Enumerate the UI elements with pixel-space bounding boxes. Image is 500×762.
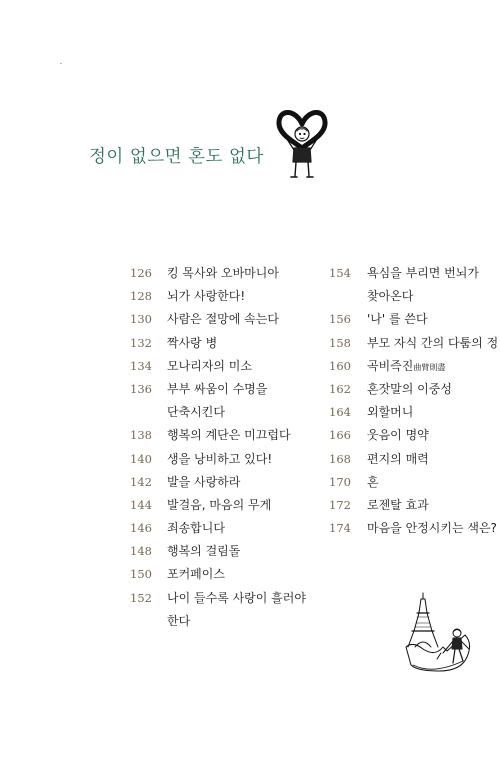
- toc-entry-title: [167, 496, 271, 513]
- toc-entry: [118, 471, 323, 494]
- toc-entry-title: [167, 310, 279, 327]
- toc-entry: [317, 448, 500, 471]
- toc-entry-title-text: 곡비즉진: [367, 358, 414, 373]
- toc-entry: [118, 332, 323, 355]
- toc-page-number: 136: [130, 381, 152, 396]
- toc-entry: [317, 355, 500, 378]
- toc-entry-title: [167, 589, 306, 606]
- toc-right-column: [317, 262, 500, 540]
- toc-entry: [317, 285, 500, 308]
- toc-entry-title-text: 욕심을 부리면 번뇌가: [367, 266, 479, 280]
- toc-entry-title-text: 포커페이스: [167, 567, 225, 582]
- toc-entry-title: [167, 380, 267, 397]
- toc-entry-title: [167, 357, 252, 374]
- toc-entry-title: [167, 264, 279, 281]
- toc-entry-title: [367, 357, 445, 374]
- toc-page-number: 160: [329, 358, 351, 373]
- toc-page-number: 158: [329, 335, 351, 350]
- toc-entry-title-text: 혼잣말의 이중성: [367, 381, 452, 396]
- toc-entry: [317, 494, 500, 517]
- toc-page-number: 134: [130, 358, 152, 373]
- toc-entry-title: [367, 380, 452, 397]
- toc-entry-title: [167, 542, 240, 559]
- toc-entry-title-text: 죄송합니다: [167, 521, 225, 536]
- toc-entry-title: [167, 473, 240, 490]
- toc-page-number: 138: [130, 428, 152, 443]
- toc-entry: [118, 540, 323, 563]
- toc-entry-title: [167, 519, 225, 536]
- toc-entry: [317, 424, 500, 447]
- toc-page-number: 174: [329, 521, 351, 536]
- toc-entry-title: [367, 473, 379, 490]
- toc-entry-title: [167, 426, 291, 443]
- toc-entry: [317, 332, 500, 355]
- toc-page-number: 152: [130, 590, 152, 605]
- toc-entry-title-text: 편지의 매력: [367, 451, 429, 466]
- toc-entry-title: [367, 310, 428, 327]
- toc-page-number: 140: [130, 451, 152, 466]
- toc-entry-title: [167, 565, 225, 582]
- toc-entry-title-text: 찾아온다: [367, 289, 414, 304]
- toc-page-number: 148: [130, 544, 152, 559]
- toc-entry-title: [367, 519, 497, 536]
- toc-entry-title: [167, 334, 217, 351]
- toc-page-number: 130: [130, 312, 152, 327]
- toc-entry-title: [367, 450, 429, 467]
- toc-entry-title-text: 뇌가 사랑한다!: [167, 289, 246, 304]
- toc-page-number: 142: [130, 474, 152, 489]
- toc-entry-title-text: 로젠탈 효과: [367, 497, 429, 512]
- toc-entry: [118, 308, 323, 331]
- toc-entry-title-text: 한다: [167, 613, 191, 628]
- toc-entry: [317, 262, 500, 285]
- toc-entry-title-text: 발걸음, 마음의 무게: [167, 497, 272, 512]
- toc-entry: [118, 494, 323, 517]
- toc-entry: [317, 401, 500, 424]
- toc-page-number: 156: [329, 312, 351, 327]
- toc-entry-title-text: 나이 들수록 사랑이 흘러야: [167, 590, 306, 605]
- toc-entry-title-text: 발을 사랑하라: [167, 474, 241, 489]
- toc-entry-title-text: 혼: [367, 474, 379, 489]
- toc-entry-title-text: 단축시킨다: [167, 405, 225, 420]
- toc-entry: [118, 448, 323, 471]
- toc-page-number: 146: [130, 521, 152, 536]
- toc-entry-hanja: 曲臂則盡: [413, 362, 446, 372]
- toc-entry: [118, 517, 323, 540]
- toc-left-column: [118, 262, 323, 633]
- toc-entry-title-text: 사람은 절망에 속는다: [167, 312, 279, 327]
- toc-entry-title-text: 짝사랑 병: [167, 335, 218, 350]
- toc-entry-title: [167, 403, 225, 420]
- toc-entry-title-text: '나' 를 쓴다: [367, 312, 428, 327]
- toc-entry: [118, 424, 323, 447]
- toc-page-number: 168: [329, 451, 351, 466]
- toc-entry: [317, 517, 500, 540]
- chapter-title: 정이 없으면 혼도 없다: [89, 147, 264, 167]
- toc-entry-title: [167, 287, 245, 304]
- toc-entry-title: [367, 264, 479, 281]
- toc-page-number: 166: [329, 428, 351, 443]
- toc-entry-title-text: 부부 싸움이 수명을: [167, 381, 268, 396]
- toc-entry-title-text: 행복의 계단은 미끄럽다: [167, 428, 291, 443]
- boy-holding-heart-illustration: [274, 104, 330, 180]
- toc-entry-title: [367, 426, 429, 443]
- toc-entry-title-text: 킹 목사와 오바마니아: [167, 266, 279, 280]
- toc-page-number: 128: [130, 289, 152, 304]
- speck-mark: [60, 63, 62, 64]
- toc-entry-title: [367, 287, 413, 304]
- toc-entry-title-text: 마음을 안정시키는 색은?: [367, 521, 497, 536]
- toc-entry: [118, 563, 323, 586]
- toc-entry: [317, 378, 500, 401]
- toc-page-number: 172: [329, 497, 351, 512]
- toc-page-number: 164: [329, 405, 351, 420]
- toc-page-number: 162: [329, 381, 351, 396]
- toc-entry: [317, 308, 500, 331]
- toc-page-number: 144: [130, 497, 152, 512]
- toc-entry-title-text: 모나리자의 미소: [167, 358, 252, 373]
- toc-entry-title: [167, 450, 272, 467]
- toc-entry: [118, 378, 323, 401]
- toc-entry-title-text: 웃음이 명약: [367, 428, 429, 443]
- toc-page-number: 132: [130, 335, 152, 350]
- toc-entry-title-text: 행복의 걸림돌: [167, 544, 241, 559]
- toc-entry: [118, 401, 323, 424]
- toc-entry: [118, 355, 323, 378]
- toc-entry: [118, 262, 323, 285]
- eiffel-tower-artist-illustration: [403, 591, 478, 677]
- toc-page-number: 170: [329, 474, 351, 489]
- toc-entry: [118, 610, 323, 633]
- toc-entry-title: [167, 612, 190, 629]
- toc-entry-title-text: 외할머니: [367, 405, 414, 420]
- toc-page-number: 154: [329, 266, 351, 280]
- toc-entry-title-text: 생을 낭비하고 있다!: [167, 451, 273, 466]
- toc-entry-title-text: 부모 자식 간의 다툼의 정: [367, 335, 499, 350]
- toc-entry-title: [367, 496, 429, 513]
- toc-entry: [317, 471, 500, 494]
- toc-entry: [118, 587, 323, 610]
- toc-entry-title: [367, 334, 498, 351]
- toc-page-number: 150: [130, 567, 152, 582]
- toc-entry: [118, 285, 323, 308]
- toc-entry-title: [367, 403, 413, 420]
- toc-page-number: 126: [130, 266, 152, 280]
